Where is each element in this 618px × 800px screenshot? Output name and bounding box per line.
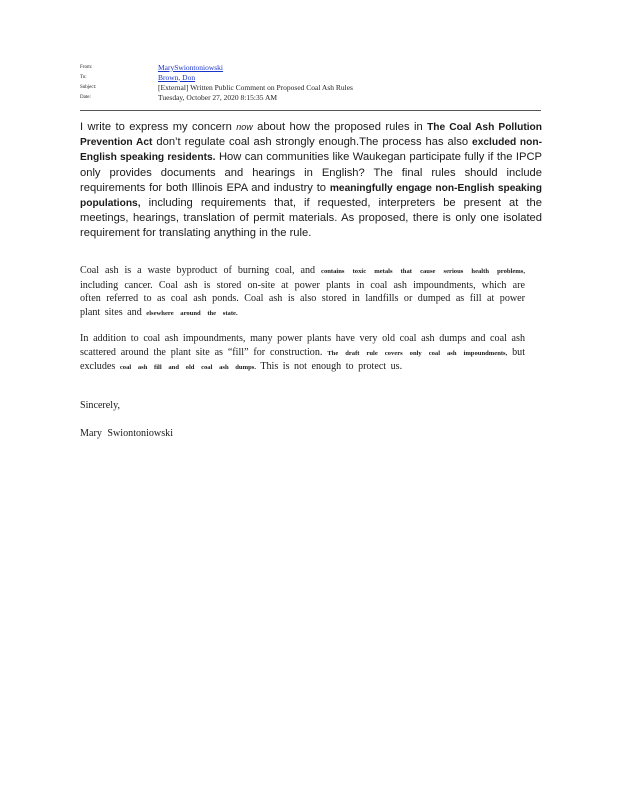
date-row: [80, 92, 540, 102]
p1-text-g: How can communities like Waukegan participate fully if the IPCP only provides documents and hearings in English? The final rules should include requirements for both Illinois EPA and industry to: [80, 151, 542, 194]
paragraph-3: [80, 332, 525, 375]
p2-bold-toxic: contains toxic metals that cause serious health problems,: [321, 268, 525, 275]
date-value: Tuesday, October 27, 2020 8:15:35 AM: [158, 92, 278, 102]
p3-text-c: but excludes: [80, 346, 526, 372]
from-value-link[interactable]: MarySwiontoniowski: [158, 62, 224, 72]
p1-emphasis-now: now: [236, 122, 253, 132]
p1-bold-engage: meaningfully engage non-English speaking populations,: [80, 182, 542, 210]
subject-row: [80, 82, 540, 92]
p3-text-e: This is not enough to protect us.: [255, 361, 403, 372]
p1-text-c: about how the proposed rules in: [252, 121, 428, 133]
subject-label: Subject:: [80, 84, 97, 90]
signature-name: Mary Swiontoniowski: [80, 428, 174, 439]
p1-bold-excluded: excluded non-English speaking residents.: [80, 137, 542, 164]
p3-text-a: In addition to coal ash impoundments, many power plants have very old coal ash dumps and coal ash scattered around the plant site as “fill” for construction.: [80, 333, 525, 358]
to-value-link[interactable]: Brown, Don: [158, 72, 196, 82]
p1-text-i: including requirements that, if requested, interpreters be present at the meetings, hearings, translation of permit materials. As proposed, there is only one isolated requirement for translating anything in the rule.: [80, 197, 542, 240]
p1-text-a: I write to express my concern: [80, 121, 237, 133]
paragraph-2: [80, 264, 525, 320]
p2-bold-elsewhere: elsewhere around the state.: [146, 309, 238, 317]
from-label: From:: [80, 64, 93, 70]
p1-act-name: The Coal Ash Pollution Prevention Act: [80, 122, 542, 149]
to-label: To:: [80, 74, 87, 80]
subject-value: [External] Written Public Comment on Proposed Coal Ash Rules: [158, 82, 353, 92]
p2-text-c: including cancer. Coal ash is stored on-site at power plants in coal ash impoundments, which are often referred to as coal ash ponds. Coal ash is also stored in landfills or dumped as fill at power plant sites and: [80, 279, 525, 318]
email-header: [80, 62, 540, 102]
date-label: Date:: [80, 94, 91, 100]
p1-text-e: don’t regulate coal ash strongly enough.The process has also: [152, 136, 473, 149]
header-divider: [80, 110, 541, 111]
p2-text-a: Coal ash is a waste byproduct of burning coal, and: [80, 265, 322, 276]
from-row: [80, 62, 540, 72]
p3-bold-draft-rule: The draft rule covers only coal ash impoundments,: [327, 349, 508, 357]
paragraph-1: [80, 120, 542, 242]
closing-line: Sincerely,: [80, 400, 120, 411]
to-row: [80, 72, 540, 82]
p3-bold-coal-ash-fill: coal ash fill and old coal ash dumps.: [119, 364, 256, 371]
